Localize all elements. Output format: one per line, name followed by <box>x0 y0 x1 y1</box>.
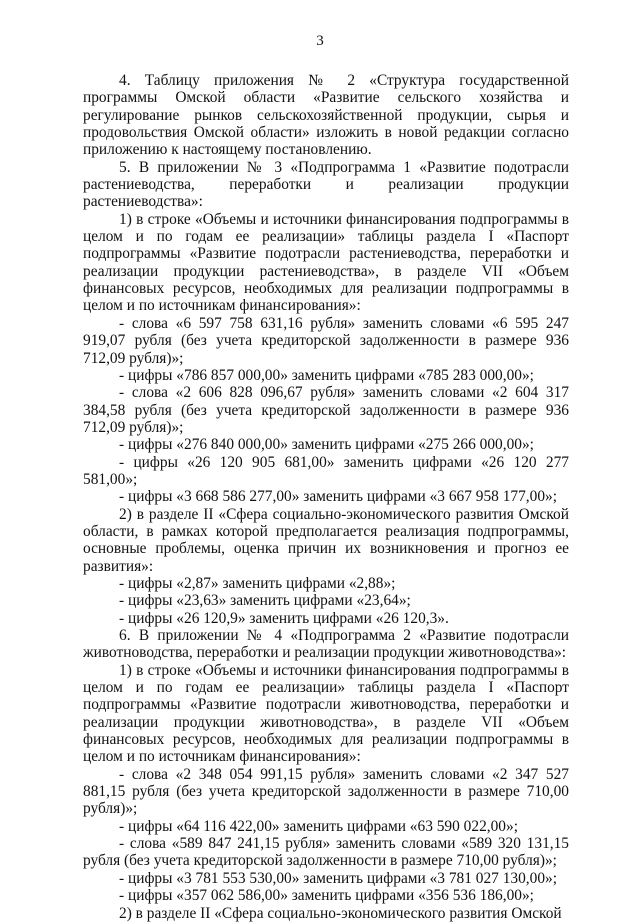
document-body <box>83 72 569 922</box>
paragraph-5-subitem-2: 2) в разделе II «Сфера социально-экономического развития Омской области, в рамках которой предполагается реализация подпрограммы, основные проблемы, оценка причин их возникновения и прогноз ее развития»: <box>83 505 569 575</box>
replacement-line: - цифры «26 120,9» заменить цифрами «26 120,3». <box>119 609 449 627</box>
page-number: 3 <box>316 33 324 49</box>
replacement-line: - цифры «26 120 905 681,00» заменить цифрами «26 120 277 581,00»; <box>83 453 569 488</box>
replacement-line: - цифры «64 116 422,00» заменить цифрами «63 590 022,00»; <box>119 817 518 835</box>
paragraph-6-subitem-1: 1) в строке «Объемы и источники финансирования подпрограммы в целом и по годам ее реализации» таблицы раздела I «Паспорт подпрограммы «Развитие подотрасли животноводства, переработки и реализации продукции животноводства», в разделе VII «Объем финансовых ресурсов, необходимых для реализации подпрограммы в целом и по источникам финансирования»: <box>83 661 569 766</box>
replacement-line: - слова «2 348 054 991,15 рубля» заменить словами «2 347 527 881,15 рубля (без учета кредиторской задолженности в размере 710,00 рубля)»; <box>83 765 569 818</box>
replacement-line: - слова «589 847 241,15 рубля» заменить словами «589 320 131,15 рубля (без учета кредиторской задолженности в размере 710,00 рубля)»; <box>83 835 569 870</box>
replacement-line: - цифры «357 062 586,00» заменить цифрами «356 536 186,00»; <box>119 887 534 905</box>
replacement-line: - цифры «786 857 000,00» заменить цифрами «785 283 000,00»; <box>119 366 534 384</box>
replacement-line: - цифры «276 840 000,00» заменить цифрами «275 266 000,00»; <box>119 436 534 454</box>
paragraph-5-subitem-1: 1) в строке «Объемы и источники финансирования подпрограммы в целом и по годам ее реализации» таблицы раздела I «Паспорт подпрограммы «Развитие подотрасли растениеводства, переработки и реализации продукции растениеводства», в разделе VII «Объем финансовых ресурсов, необходимых для реализации подпрограммы в целом и по источникам финансирования»: <box>83 210 569 315</box>
replacement-line: - цифры «23,63» заменить цифрами «23,64»; <box>119 592 411 610</box>
paragraph-6-subitem-2: 2) в разделе II «Сфера социально-экономического развития Омской <box>119 904 562 922</box>
paragraph-item-6: 6. В приложении № 4 «Подпрограмма 2 «Развитие подотрасли животноводства, переработки и реализации продукции животноводства»: <box>83 627 569 662</box>
paragraph-item-5: 5. В приложении № 3 «Подпрограмма 1 «Развитие подотрасли растениеводства, переработки и реализации продукции растениеводства»: <box>83 158 569 211</box>
replacement-line: - цифры «3 668 586 277,00» заменить цифрами «3 667 958 177,00»; <box>119 488 558 506</box>
replacement-line: - слова «2 606 828 096,67 рубля» заменить словами «2 604 317 384,58 рубля (без учета кредиторской задолженности в размере 936 712,09 рубля)»; <box>83 384 569 436</box>
paragraph-item-4: 4. Таблицу приложения № 2 «Структура государственной программы Омской области «Развитие сельского хозяйства и регулирование рынков сельскохозяйственной продукции, сырья и продовольствия Омской области» изложить в новой редакции согласно приложению к настоящему постановлению. <box>83 72 569 159</box>
replacement-line: - цифры «3 781 553 530,00» заменить цифрами «3 781 027 130,00»; <box>119 869 558 887</box>
replacement-line: - слова «6 597 758 631,16 рубля» заменить словами «6 595 247 919,07 рубля (без учета кредиторской задолженности в размере 936 712,09 рубля)»; <box>83 314 569 367</box>
replacement-line: - цифры «2,87» заменить цифрами «2,88»; <box>119 574 396 592</box>
